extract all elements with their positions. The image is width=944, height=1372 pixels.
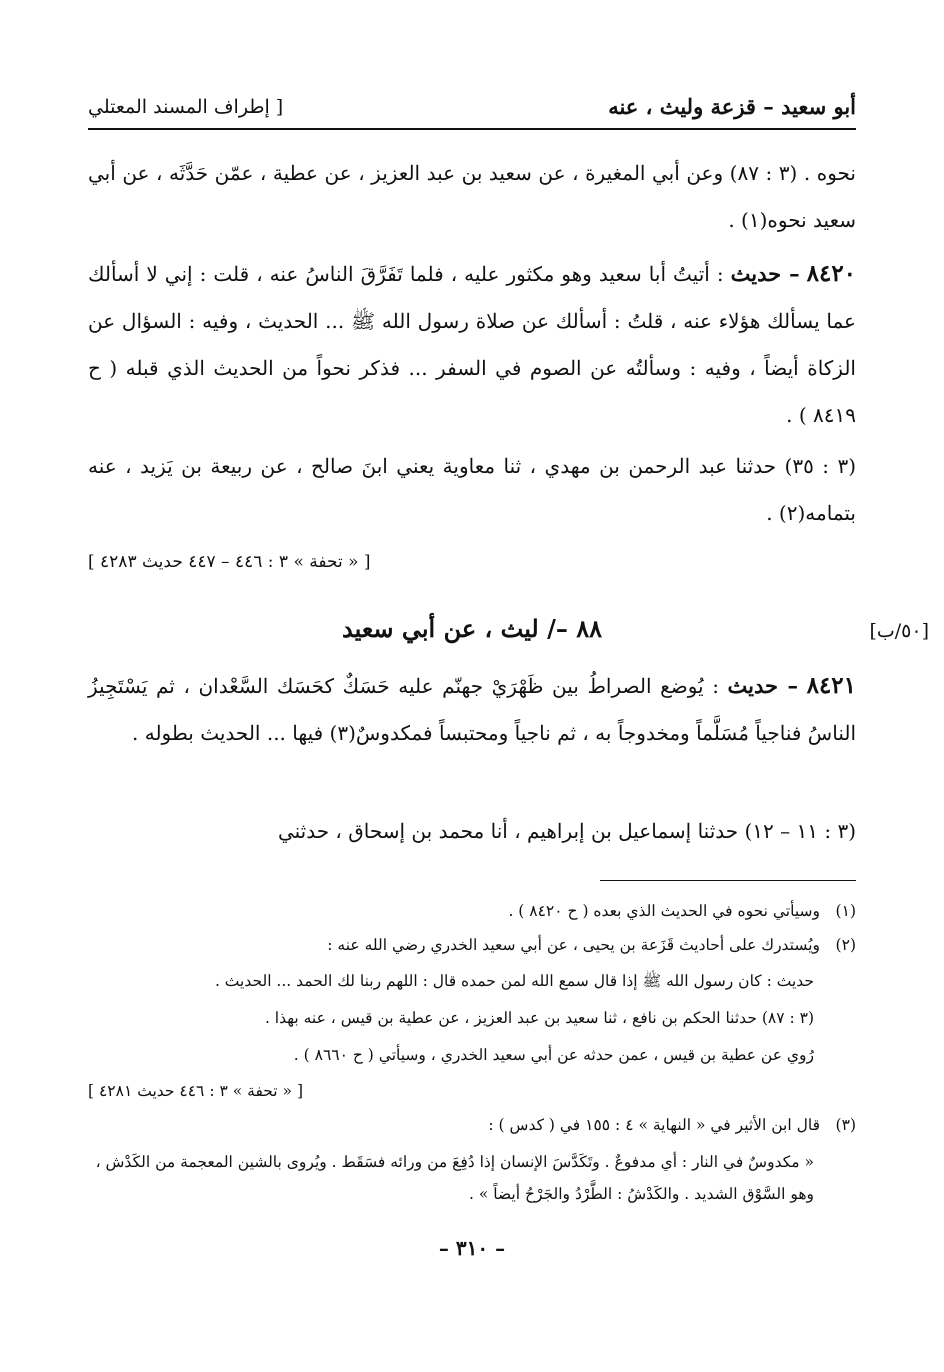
isnad-8420: (٣ : ٣٥) حدثنا عبد الرحمن بن مهدي ، ثنا معاوية يعني ابنَ صالح ، عن ربيعة بن يَزيد ، عنه بتمامه(٢) . bbox=[88, 454, 857, 525]
header-title-right: أبو سعيد – قزعة وليث ، عنه bbox=[608, 94, 856, 119]
footnote-2-line: (٣ : ٨٧) حدثنا الحكم بن نافع ، ثنا سعيد بن عبد العزيز ، عن عطية بن قيس ، عنه بهذا . bbox=[264, 1009, 814, 1027]
footnote-3-quote: « مكدوسٌ في النار : أي مدفوعٌ . وتَكَدَّسَ الإنسان إذا دُفِعَ من ورائه فسَقَط . ويُروى بالشين المعجمة من الكَدْش ، وهو السَّوْق الشديد . والكَدْشُ : الطَّرْدُ والجَرْحُ أيضاً » . bbox=[95, 1153, 814, 1203]
footnote-2-line: رُوي عن عطية بن قيس ، عمن حدثه عن أبي سعيد الخدري ، وسيأتي ( ح ٨٦٦٠ ) . bbox=[293, 1046, 814, 1064]
tuhfa-reference: [ « تحفة » ٣ : ٤٤٦ – ٤٤٧ حديث ٤٢٨٣ ] bbox=[88, 552, 371, 572]
page-number: – ٣١٠ – bbox=[438, 1236, 506, 1260]
chapter-title: ٨٨ –/ ليث ، عن أبي سعيد bbox=[341, 614, 602, 643]
footnote-2-line: حديث : كان رسول الله ﷺ إذا قال سمع الله لمن حمده قال : اللهم ربنا لك الحمد ... الحديث . bbox=[214, 972, 814, 990]
margin-folio-note: [٥٠/ب] bbox=[869, 620, 929, 642]
isnad-8421: (٣ : ١١ – ١٢) حدثنا إسماعيل بن إبراهيم ، أنا محمد بن إسحاق ، حدثني bbox=[277, 819, 856, 843]
footnote-text: قال ابن الأثير في « النهاية » ٤ : ١٥٥ في ( كدس ) : bbox=[488, 1116, 820, 1134]
hadith-number: ٨٤٢١ bbox=[806, 672, 857, 699]
hadith-number: ٨٤٢٠ bbox=[806, 260, 857, 287]
footnote-divider bbox=[600, 880, 856, 881]
footnote-number: (١) bbox=[835, 902, 856, 920]
hadith-label: – حديث bbox=[730, 261, 800, 286]
footnote-1 bbox=[88, 896, 856, 926]
footnote-2-reference: [ « تحفة » ٣ : ٤٤٦ حديث ٤٢٨١ ] bbox=[88, 1082, 303, 1100]
hadith-8421 bbox=[88, 662, 856, 757]
footnote-2 bbox=[88, 930, 856, 960]
hadith-text: : أتيتُ أبا سعيد وهو مكثور عليه ، فلما تَفَرَّقَ الناسُ عنه ، قلت : إني لا أسألك عما يسألك هؤلاء عنه ، قلتُ : أسألك عن صلاة رسول الله ﷺ ... الحديث ، وفيه : السؤال عن الزكاة أيضاً ، وفيه : وسألتُه عن الصوم في السفر ... فذكر نحواً من الحديث الذي قبله ( ح ٨٤١٩ ) . bbox=[88, 262, 856, 427]
footnote-text: ويُستدرك على أحاديث قَزَعة بن يحيى ، عن أبي سعيد الخدري رضي الله عنه : bbox=[327, 936, 820, 954]
footnote-number: (٢) bbox=[835, 936, 856, 954]
running-header bbox=[88, 92, 856, 130]
footnote-text: وسيأتي نحوه في الحديث الذي بعده ( ح ٨٤٢٠ ) . bbox=[508, 902, 820, 920]
hadith-8420 bbox=[88, 250, 856, 439]
footnote-3 bbox=[88, 1110, 856, 1140]
footnote-number: (٣) bbox=[835, 1116, 856, 1134]
hadith-text: : يُوضع الصراطُ بين ظَهْرَيْ جهنّم عليه حَسَكٌ كحَسَك السَّعْدان ، ثم يَسْتَجِيزُ الناسُ فناجياً مُسَلَّماً ومخدوجاً به ، ثم ناجياً ومحتبساً فمكدوسٌ(٣) فيها ... الحديث بطوله . bbox=[88, 674, 856, 745]
paragraph-continuation: نحوه . (٣ : ٨٧) وعن أبي المغيرة ، عن سعيد بن عبد العزيز ، عن عطية ، عمّن حَدَّثَه ، عن أبي سعيد نحوه(١) . bbox=[88, 161, 856, 232]
header-title-left: [ إطراف المسند المعتلي bbox=[88, 96, 284, 118]
hadith-label: – حديث bbox=[727, 673, 799, 698]
